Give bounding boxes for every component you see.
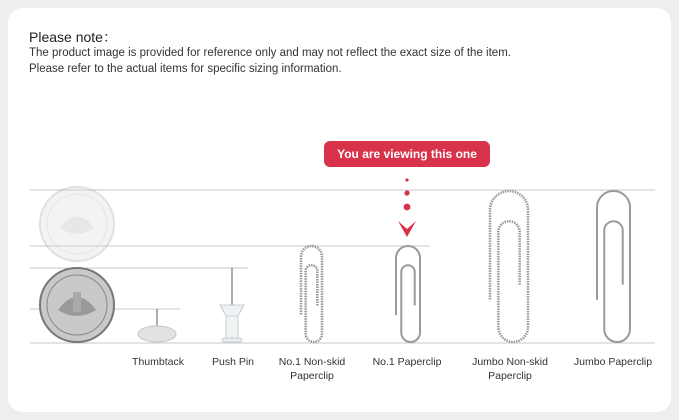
label-line-2: Paperclip [488,370,532,382]
you-are-viewing-badge: You are viewing this one [324,141,490,167]
label-line-2: Paperclip [290,370,334,382]
label-no1-non-skid-paperclip [266,355,358,383]
label-no1-paperclip: No.1 Paperclip [372,356,442,368]
label-push-pin: Push Pin [211,356,255,368]
no1-paperclip-icon [396,246,420,342]
quarter-coin-faded-icon [40,187,114,261]
push-pin-icon [220,268,244,342]
label-line-1: Jumbo Non-skid [472,356,548,368]
jumbo-paperclip-icon [597,191,630,342]
note-line-2: Please refer to the actual items for specific sizing information. [29,63,342,75]
note-title: Please note： [29,29,117,45]
note-line-1: The product image is provided for reference only and may not reflect the exact size of the item. [29,47,511,59]
label-thumbtack: Thumbtack [132,356,184,368]
viewing-indicator [398,178,416,237]
quarter-coin-icon [40,268,114,342]
label-jumbo-non-skid-paperclip [460,355,560,383]
label-jumbo-paperclip: Jumbo Paperclip [573,356,653,368]
jumbo-non-skid-paperclip-icon [490,191,528,342]
arrow-down-icon [398,221,416,237]
thumbtack-icon [138,309,176,342]
reference-lines [30,190,655,343]
no1-non-skid-paperclip-icon [301,246,322,342]
label-line-1: No.1 Non-skid [278,356,346,368]
